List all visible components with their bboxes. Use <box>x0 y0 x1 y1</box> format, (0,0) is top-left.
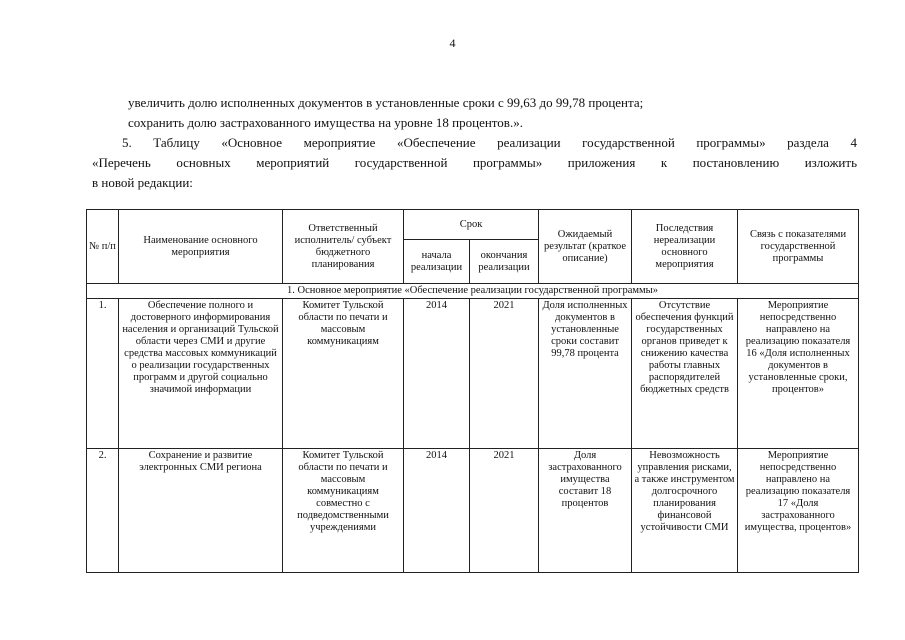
paragraph-line-1: увеличить долю исполненных документов в установленные сроки с 99,63 до 99,78 процента; <box>128 95 644 110</box>
row-2-num: 2. <box>87 449 119 573</box>
table-row <box>87 299 859 449</box>
header-end: окончания реализации <box>470 240 539 284</box>
header-responsible: Ответственный исполнитель/ субъект бюджетного планирования <box>283 210 404 284</box>
paragraph-5-line-1: 5. Таблицу «Основное мероприятие «Обеспечение реализации государственной программы» раздела 4 <box>122 135 857 150</box>
header-term: Срок <box>404 210 539 240</box>
measures-table <box>86 209 859 573</box>
section-title: 1. Основное мероприятие «Обеспечение реализации государственной программы» <box>87 284 859 299</box>
row-2-result: Доля застрахованного имущества составит 18 процентов <box>539 449 632 573</box>
row-2-end: 2021 <box>470 449 539 573</box>
header-name: Наименование основного мероприятия <box>119 210 283 284</box>
row-1-num: 1. <box>87 299 119 449</box>
paragraph-5-line-3: в новой редакции: <box>92 175 193 190</box>
row-2-consequences: Невозможность управления рисками, а также инструментом долгосрочного планирования финансовой устойчивости СМИ <box>632 449 738 573</box>
row-1-end: 2021 <box>470 299 539 449</box>
header-start: начала реализации <box>404 240 470 284</box>
row-2-responsible: Комитет Тульской области по печати и массовым коммуникациям совместно с подведомственными учреждениями <box>283 449 404 573</box>
row-2-start: 2014 <box>404 449 470 573</box>
table-row <box>87 449 859 573</box>
row-1-start: 2014 <box>404 299 470 449</box>
row-1-name: Обеспечение полного и достоверного информирования населения и организаций Тульской области через СМИ и другие средства массовых коммуникаций о реализации государственных программ и другой социально значимой информации <box>119 299 283 449</box>
row-2-name: Сохранение и развитие электронных СМИ региона <box>119 449 283 573</box>
row-1-result: Доля исполненных документов в установленные сроки составит 99,78 процента <box>539 299 632 449</box>
header-num: № п/п <box>87 210 119 284</box>
header-result: Ожидаемый результат (краткое описание) <box>539 210 632 284</box>
row-1-consequences: Отсутствие обеспечения функций государственных органов приведет к снижению качества работы главных распорядителей бюджетных средств <box>632 299 738 449</box>
page-number: 4 <box>449 36 456 50</box>
header-link: Связь с показателями государственной программы <box>738 210 859 284</box>
header-consequences: Последствия нереализации основного мероприятия <box>632 210 738 284</box>
paragraph-line-2: сохранить долю застрахованного имущества на уровне 18 процентов.». <box>128 115 523 130</box>
paragraph-5-line-2: «Перечень основных мероприятий государственной программы» приложения к постановлению изложить <box>92 155 857 170</box>
row-1-responsible: Комитет Тульской области по печати и массовым коммуникациям <box>283 299 404 449</box>
row-2-link: Мероприятие непосредственно направлено на реализацию показателя 17 «Доля застрахованного имущества, процентов» <box>738 449 859 573</box>
row-1-link: Мероприятие непосредственно направлено на реализацию показателя 16 «Доля исполненных документов в установленные сроки, процентов» <box>738 299 859 449</box>
